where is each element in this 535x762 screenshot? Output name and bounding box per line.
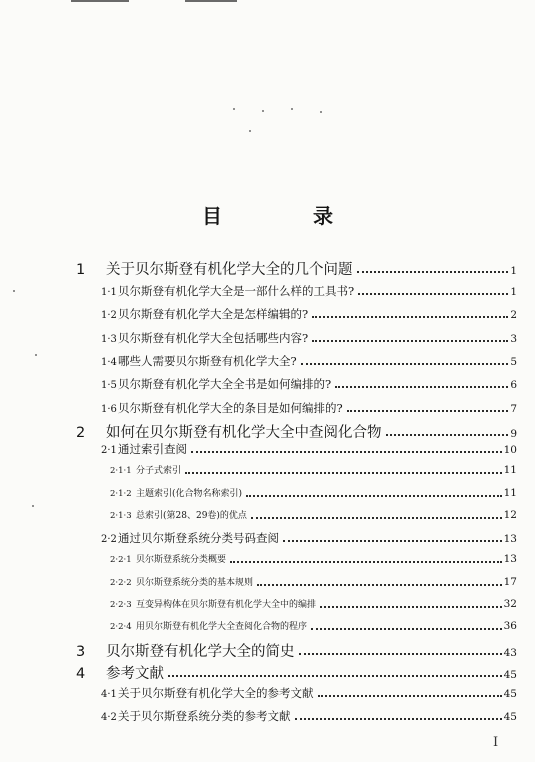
toc-entry: [101, 306, 517, 322]
toc-entry-title: 贝尔斯登有机化学大全是一部什么样的工具书?: [118, 284, 355, 298]
toc-entry-number: 2·2: [101, 534, 117, 545]
toc-entry-page: 6: [510, 379, 517, 391]
toc-entry-page: 2: [510, 309, 517, 321]
dot-leader: [311, 628, 502, 630]
toc-entry-number: 1·5: [101, 380, 117, 391]
toc-entry: [110, 463, 517, 476]
toc-entry: [76, 662, 517, 683]
toc-entry-page: 36: [503, 620, 517, 632]
toc-entry: [101, 400, 517, 416]
toc-entry-page: 45: [503, 688, 517, 700]
toc-entry-title: 贝尔斯登系统分类的基本规则: [136, 578, 254, 588]
dot-leader: [358, 293, 508, 295]
toc-title: 目 录: [202, 204, 375, 228]
toc-entry-title: 总索引(第28、29卷)的优点: [136, 511, 247, 521]
dot-leader: [357, 271, 509, 273]
toc-entry-page: 7: [510, 403, 517, 415]
dot-leader: [347, 410, 509, 412]
toc-entry-page: 12: [503, 509, 517, 521]
toc-entry: [76, 421, 517, 442]
toc-entry: [101, 708, 517, 724]
toc-entry-number: 4·1: [101, 689, 117, 700]
toc-entry-number: 1: [76, 262, 86, 278]
top-rule-left: [71, 0, 129, 2]
toc-entry: [110, 597, 517, 610]
toc-entry-title: 用贝尔斯登有机化学大全查阅化合物的程序: [136, 622, 308, 632]
toc-entry-number: 1·2: [101, 310, 117, 321]
toc-entry-page: 9: [510, 428, 517, 440]
toc-entry-number: 1·4: [101, 357, 117, 368]
toc-entry-title: 主题索引(化合物名称索引): [136, 489, 243, 499]
toc-entry-title: 贝尔斯登有机化学大全是怎样编辑的?: [118, 307, 309, 321]
toc-entry: [110, 486, 517, 499]
toc-entry: [101, 376, 517, 392]
toc-entry-page: 17: [503, 576, 517, 588]
toc-entry-title: 互变异构体在贝尔斯登有机化学大全中的编排: [136, 600, 317, 610]
toc-entry-page: 10: [503, 444, 517, 456]
toc-entry-page: 32: [503, 598, 517, 610]
top-rule-right: [185, 0, 237, 2]
toc-entry: [101, 685, 517, 701]
toc-entry-number: 1·3: [101, 334, 117, 345]
dot-leader: [168, 675, 502, 677]
toc-entry-number: 2·2·2: [110, 578, 132, 588]
toc-entry-page: 5: [510, 356, 517, 368]
scan-speck: [249, 130, 251, 132]
toc-entry-number: 2: [76, 425, 86, 441]
toc-entry-title: 贝尔斯登系统分类概要: [136, 555, 227, 565]
toc-entry-number: 2·1·3: [110, 511, 132, 521]
page-folio: I: [493, 735, 499, 750]
toc-entry-page: 43: [503, 647, 517, 659]
toc-entry-title: 贝尔斯登有机化学大全包括哪些内容?: [118, 331, 309, 345]
toc-entry: [110, 552, 517, 565]
dot-leader: [295, 718, 502, 720]
toc-entry-title: 分子式索引: [136, 466, 182, 476]
dot-leader: [283, 540, 502, 542]
scan-speck: [262, 110, 264, 112]
dot-leader: [301, 363, 509, 365]
toc-entry-number: 4·2: [101, 712, 117, 723]
toc-entry-number: 3: [76, 644, 86, 660]
toc-entry: [110, 575, 517, 588]
toc-entry-page: 1: [510, 286, 517, 298]
dot-leader: [312, 316, 508, 318]
toc-entry: [76, 640, 517, 661]
dot-leader: [312, 340, 508, 342]
toc-entry-page: 13: [503, 553, 517, 565]
dot-leader: [386, 434, 509, 436]
toc-entry: [101, 353, 517, 369]
dot-leader: [230, 561, 502, 563]
toc-entry: [110, 508, 517, 521]
scan-speck: [13, 290, 15, 292]
toc-entry-number: 2·2·4: [110, 622, 132, 632]
toc-entry-title: 关于贝尔斯登系统分类的参考文献: [118, 709, 291, 723]
dot-leader: [299, 653, 502, 655]
toc-entry: [110, 619, 517, 632]
toc-entry-number: 2·1·1: [110, 466, 132, 476]
toc-entry-title: 贝尔斯登有机化学大全的条目是如何编排的?: [118, 401, 343, 415]
toc-entry-page: 11: [503, 464, 517, 476]
toc-entry-page: 45: [503, 669, 517, 681]
toc-entry-page: 13: [503, 533, 517, 545]
toc-entry-page: 11: [503, 487, 517, 499]
scan-speck: [291, 108, 293, 110]
dot-leader: [185, 472, 502, 474]
toc-entry-title: 如何在贝尔斯登有机化学大全中查阅化合物: [106, 425, 382, 441]
toc-entry-number: 1·6: [101, 404, 117, 415]
toc-entry-number: 2·2·3: [110, 600, 132, 610]
toc-entry-number: 4: [76, 666, 86, 682]
dot-leader: [318, 695, 502, 697]
toc-entry-title: 关于贝尔斯登有机化学大全的几个问题: [106, 262, 353, 278]
dot-leader: [335, 386, 508, 388]
scan-speck: [233, 108, 235, 110]
toc-entry-title: 贝尔斯登有机化学大全全书是如何编排的?: [118, 377, 332, 391]
toc-entry-page: 45: [503, 711, 517, 723]
toc-entry-title: 通过贝尔斯登系统分类号码查阅: [118, 531, 279, 545]
toc-entry: [101, 283, 517, 299]
toc-entry-number: 2·2·1: [110, 555, 132, 565]
toc-entry-number: 2·1: [101, 445, 117, 456]
toc-entry-number: 1·1: [101, 287, 117, 298]
dot-leader: [246, 495, 502, 497]
toc-entry-title: 哪些人需要贝尔斯登有机化学大全?: [118, 354, 297, 368]
toc-entry-title: 通过索引查阅: [118, 442, 187, 456]
scan-speck: [320, 111, 322, 113]
toc-entry: [101, 441, 517, 457]
toc-entry: [76, 258, 517, 279]
toc-entry-title: 关于贝尔斯登有机化学大全的参考文献: [118, 686, 314, 700]
dot-leader: [320, 606, 502, 608]
dot-leader: [251, 517, 502, 519]
toc-entry-title: 贝尔斯登有机化学大全的简史: [106, 644, 295, 660]
scan-speck: [35, 354, 37, 356]
dot-leader: [257, 584, 502, 586]
toc-entry-page: 1: [510, 265, 517, 277]
toc-entry: [101, 330, 517, 346]
toc-entry: [101, 530, 517, 546]
toc-entry-page: 3: [510, 333, 517, 345]
scan-speck: [32, 505, 34, 507]
toc-entry-number: 2·1·2: [110, 489, 132, 499]
toc-entry-title: 参考文献: [106, 666, 164, 682]
dot-leader: [191, 451, 502, 453]
